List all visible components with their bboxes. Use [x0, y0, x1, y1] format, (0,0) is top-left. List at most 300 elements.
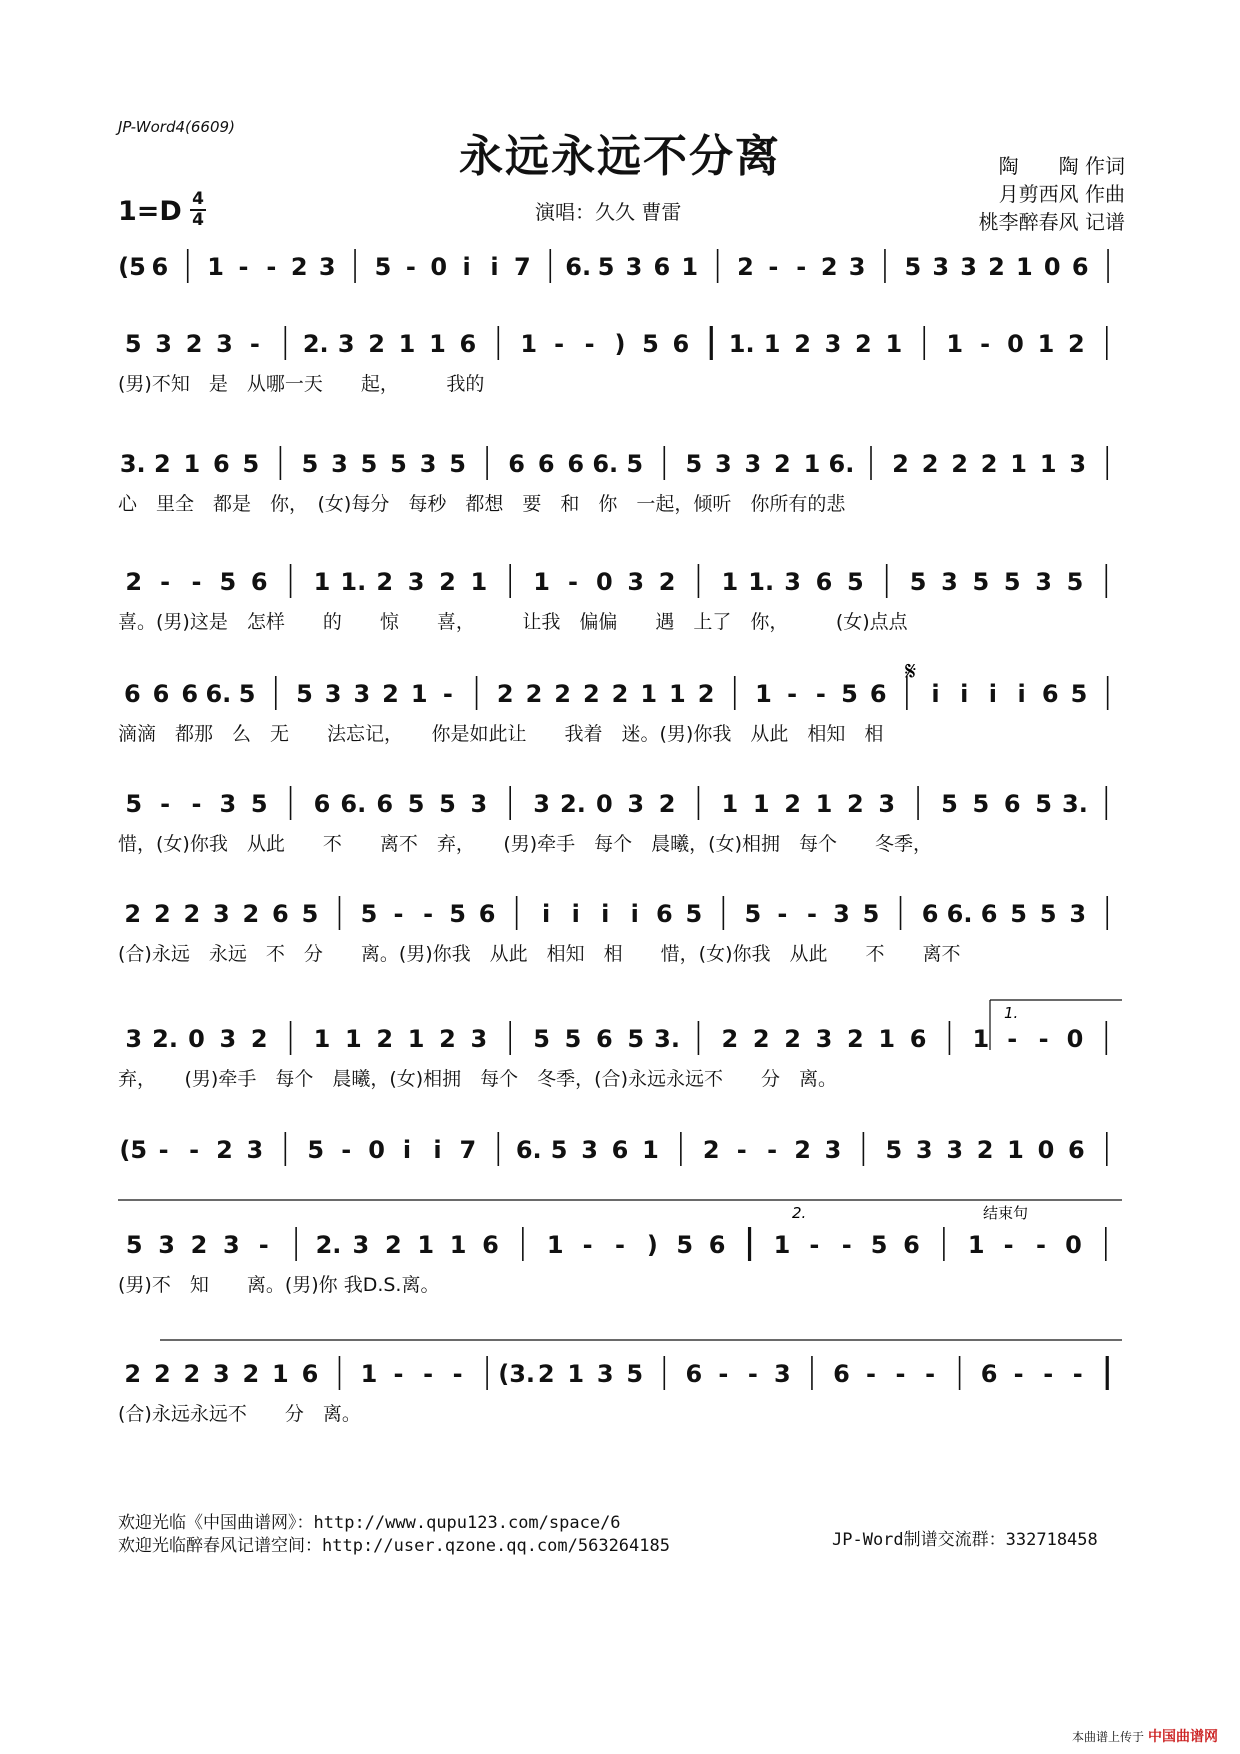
note: -: [567, 568, 578, 596]
note: 3: [715, 450, 732, 478]
note: -: [768, 253, 779, 281]
note: 5: [360, 900, 378, 928]
note: 1: [546, 1231, 564, 1259]
footer-link-1: 欢迎光临《中国曲谱网》：http://www.qupu123.com/space/6: [118, 1513, 621, 1533]
note: 2: [382, 680, 399, 708]
note: 5: [533, 1025, 550, 1053]
note: ): [614, 330, 626, 358]
note: 0: [368, 1136, 385, 1164]
song-title: 永远永远不分离: [459, 131, 781, 182]
note: 1: [567, 1360, 585, 1388]
note: 5: [909, 568, 927, 596]
note: 1: [183, 450, 201, 478]
note: 2: [846, 790, 864, 818]
note: 2: [658, 790, 676, 818]
note: i: [630, 900, 639, 928]
note: 5: [390, 450, 407, 478]
note: 3: [824, 330, 842, 358]
note: -: [841, 1231, 852, 1259]
note: 3.: [119, 450, 146, 478]
note: 6: [301, 1360, 319, 1388]
note: 5: [360, 450, 378, 478]
note: 3: [219, 1025, 237, 1053]
note: -: [393, 1360, 404, 1388]
note: 5: [862, 900, 880, 928]
note: 5: [374, 253, 392, 281]
note: 6: [152, 680, 170, 708]
note: 3: [774, 1360, 791, 1388]
note: 2: [183, 1360, 201, 1388]
note: 6: [459, 330, 477, 358]
note: 5: [642, 330, 659, 358]
note: 6: [482, 1231, 499, 1259]
note: 6: [653, 253, 671, 281]
note: -: [806, 900, 817, 928]
note: 6: [685, 1360, 703, 1388]
note: 2: [384, 1231, 402, 1259]
note: 6: [909, 1025, 927, 1053]
note: 1: [803, 450, 821, 478]
note: 0: [595, 790, 613, 818]
note: 3: [946, 1136, 964, 1164]
lyric-line: 惜，(女)你我 从此 不 离不 弃， (男)牵手 每个 晨曦，(女)相拥 每个 冬季，: [118, 833, 932, 855]
note: 3: [407, 568, 425, 596]
key-signature: 1=D: [118, 196, 182, 227]
note: 1: [344, 1025, 362, 1053]
note: 5: [550, 1136, 568, 1164]
note: 5: [597, 253, 615, 281]
note: 6: [508, 450, 525, 478]
note: -: [718, 1360, 729, 1388]
note: 3: [470, 1025, 488, 1053]
note: 6.: [205, 680, 232, 708]
note: 5: [744, 900, 762, 928]
site-logo: 中国曲谱网: [1148, 1729, 1218, 1745]
note: 1: [1010, 450, 1027, 478]
note: 2: [496, 680, 514, 708]
note: 6: [672, 330, 690, 358]
note: 5: [449, 450, 466, 478]
note: -: [249, 330, 260, 358]
note: 3: [824, 1136, 842, 1164]
note: 3: [627, 568, 645, 596]
note: 2: [855, 330, 872, 358]
note: 2.: [302, 330, 329, 358]
note: 3: [318, 253, 336, 281]
note: 5: [870, 1231, 888, 1259]
note: 5: [238, 680, 256, 708]
note: 0: [1007, 330, 1024, 358]
footer-group: JP-Word制谱交流群：332718458: [832, 1530, 1098, 1550]
note: 2: [537, 1360, 555, 1388]
note: -: [393, 900, 404, 928]
volta-2-label: 2.: [792, 1204, 807, 1222]
note: -: [189, 1136, 200, 1164]
note: 5: [407, 790, 425, 818]
note: -: [423, 900, 434, 928]
note: 1: [972, 1025, 990, 1053]
note: 3: [353, 680, 371, 708]
time-denominator: 4: [192, 210, 204, 230]
note: 2: [439, 1025, 456, 1053]
note: -: [238, 253, 249, 281]
note: 5: [941, 790, 958, 818]
note: 3: [125, 1025, 143, 1053]
note: 1: [755, 680, 772, 708]
note: 0: [430, 253, 448, 281]
note: 3: [915, 1136, 933, 1164]
note: 5: [1066, 568, 1084, 596]
note: 3: [833, 900, 850, 928]
note: 1: [640, 680, 658, 708]
note: -: [1036, 1231, 1047, 1259]
note: 1: [669, 680, 686, 708]
footer-links: [118, 1512, 670, 1558]
note: -: [554, 330, 565, 358]
note: 2: [376, 568, 394, 596]
note: 3: [848, 253, 866, 281]
note: 1: [681, 253, 699, 281]
note: 2: [153, 450, 171, 478]
note: 6: [1068, 1136, 1085, 1164]
note: 6: [313, 790, 331, 818]
note: 1: [360, 1360, 378, 1388]
note: 2: [702, 1136, 720, 1164]
note: 5: [301, 450, 319, 478]
lyric-line: (男)不 知 离。(男)你 我D.S.离。: [118, 1274, 440, 1296]
note: 5: [846, 568, 864, 596]
note: 3: [1069, 450, 1087, 478]
note: 6: [815, 568, 833, 596]
note: 1.: [748, 568, 775, 596]
note: 6.: [592, 450, 619, 478]
note: 2: [124, 900, 142, 928]
note: -: [809, 1231, 820, 1259]
note: 5: [1039, 900, 1057, 928]
note: 6.: [515, 1136, 542, 1164]
note: 5: [972, 790, 990, 818]
upload-prefix: 本曲谱上传于: [1071, 1730, 1144, 1744]
note: 2: [976, 1136, 994, 1164]
note: i: [601, 900, 610, 928]
note: (5: [119, 1136, 148, 1164]
note: -: [582, 1231, 593, 1259]
note: 5: [439, 790, 456, 818]
note: 2: [525, 680, 543, 708]
note: 2: [582, 680, 600, 708]
note: 5: [301, 900, 319, 928]
note: 5: [685, 900, 703, 928]
note: 6.: [340, 790, 367, 818]
note: 3: [627, 790, 645, 818]
note: -: [266, 253, 277, 281]
note: -: [1072, 1360, 1083, 1388]
note: 5: [1010, 900, 1027, 928]
note: 3: [960, 253, 977, 281]
note: 0: [1043, 253, 1061, 281]
note: 5: [125, 790, 143, 818]
note: 5: [219, 568, 237, 596]
note: ): [646, 1231, 658, 1259]
lyric-line: 喜。(男)这是 怎样 的 惊 喜， 让我 偏偏 遇 上了 你， (女)点点: [118, 611, 908, 633]
note: 3: [216, 330, 233, 358]
note: 3: [784, 568, 801, 596]
note: 6: [833, 1360, 850, 1388]
note: 5: [1003, 568, 1021, 596]
lyric-line: 弃， (男)牵手 每个 晨曦，(女)相拥 每个 冬季，(合)永远永远不 分 离。: [118, 1068, 837, 1090]
note: 1.: [728, 330, 755, 358]
note: 1: [763, 330, 781, 358]
note: (3.: [498, 1360, 536, 1388]
note: -: [158, 1136, 169, 1164]
note: 3: [744, 450, 762, 478]
note: -: [442, 680, 453, 708]
note: 5: [125, 1231, 143, 1259]
note: -: [258, 1231, 269, 1259]
note: 2: [784, 1025, 801, 1053]
note: -: [1007, 1025, 1018, 1053]
note: 5: [564, 1025, 582, 1053]
note: 6: [151, 253, 169, 281]
note: 2: [185, 330, 203, 358]
note: 6.: [828, 450, 855, 478]
note: 5: [685, 450, 703, 478]
note: 6: [537, 450, 555, 478]
note: 7: [514, 253, 531, 281]
note: -: [1043, 1360, 1054, 1388]
note: 1: [398, 330, 416, 358]
note: 2: [242, 900, 260, 928]
note: 2: [774, 450, 791, 478]
note: -: [160, 568, 171, 596]
note: 1: [721, 568, 739, 596]
note: i: [1017, 680, 1026, 708]
note: 5: [124, 330, 142, 358]
lyric-line: (男)不知 是 从哪一天 起， 我的: [118, 373, 485, 395]
note: -: [191, 568, 202, 596]
note: 6: [1041, 680, 1059, 708]
note: 5: [841, 680, 858, 708]
note: 3: [246, 1136, 264, 1164]
note: 2: [216, 1136, 233, 1164]
note: 0: [188, 1025, 205, 1053]
note: 1: [1016, 253, 1033, 281]
note: 5: [449, 900, 466, 928]
note: 6: [869, 680, 887, 708]
note: 2: [846, 1025, 864, 1053]
note: 6: [567, 450, 585, 478]
note: 2: [988, 253, 1005, 281]
note: 1: [470, 568, 488, 596]
note: 3: [932, 253, 950, 281]
note: 6: [272, 900, 289, 928]
note: 5: [885, 1136, 903, 1164]
note: 0: [1037, 1136, 1055, 1164]
note: 1: [1037, 330, 1055, 358]
note: 2: [737, 253, 754, 281]
note: 3: [878, 790, 896, 818]
note: 6: [921, 900, 939, 928]
lyricist-credit: 陶 陶 作词: [998, 154, 1125, 178]
note: -: [980, 330, 991, 358]
note: 1: [272, 1360, 289, 1388]
note: i: [402, 1136, 412, 1164]
note: 3: [1035, 568, 1052, 596]
note: 6: [903, 1231, 920, 1259]
note: 2: [439, 568, 456, 596]
note: 6: [595, 1025, 613, 1053]
note: 2: [190, 1231, 208, 1259]
note: -: [736, 1136, 747, 1164]
note: 2.: [152, 1025, 178, 1053]
note: 3: [533, 790, 550, 818]
note: -: [160, 790, 171, 818]
note: 6: [376, 790, 394, 818]
note: i: [433, 1136, 442, 1164]
note: 1.: [340, 568, 367, 596]
note: 2: [820, 253, 838, 281]
note: 5: [904, 253, 922, 281]
volta-1-label: 1.: [1004, 1004, 1019, 1022]
note: 2: [153, 1360, 171, 1388]
note: 0: [1065, 1231, 1082, 1259]
note: 2.: [560, 790, 586, 818]
note: 7: [459, 1136, 477, 1164]
note: 2: [183, 900, 201, 928]
note: 1: [642, 1136, 659, 1164]
note: 2: [892, 450, 909, 478]
note: 5: [250, 790, 268, 818]
note: 1: [967, 1231, 985, 1259]
note: i: [960, 680, 969, 708]
note: -: [423, 1360, 434, 1388]
note: 5: [296, 680, 313, 708]
note: 3: [470, 790, 488, 818]
note: 1: [313, 568, 331, 596]
note: 3: [596, 1360, 614, 1388]
note: 1: [1007, 1136, 1024, 1164]
note: 5: [1070, 680, 1088, 708]
lyric-line: 心 里全 都是 你， (女)每分 每秒 都想 要 和 你 一起，倾听 你所有的悲: [118, 493, 846, 515]
note: 1: [207, 253, 224, 281]
note: 3: [581, 1136, 598, 1164]
note: -: [895, 1360, 906, 1388]
note: 2: [611, 680, 629, 708]
note: 2: [921, 450, 939, 478]
note: 3: [419, 450, 437, 478]
note: 0: [595, 568, 613, 596]
note: 6.: [565, 253, 592, 281]
note: 3: [331, 450, 348, 478]
note: 5: [307, 1136, 325, 1164]
note: 6: [708, 1231, 726, 1259]
note: 1: [429, 330, 446, 358]
note: 2: [794, 1136, 811, 1164]
note: 6: [611, 1136, 629, 1164]
note: 3: [155, 330, 172, 358]
note: 5: [972, 568, 990, 596]
note: -: [191, 790, 202, 818]
note: 1: [417, 1231, 435, 1259]
note: 3: [223, 1231, 240, 1259]
note: -: [584, 330, 595, 358]
time-numerator: 4: [192, 189, 204, 209]
note: -: [925, 1360, 936, 1388]
note: (5: [118, 253, 146, 281]
note: 1: [407, 1025, 425, 1053]
segno-icon: 𝄋: [905, 657, 917, 687]
note: 1: [946, 330, 964, 358]
note: -: [747, 1360, 758, 1388]
note: 2: [290, 253, 308, 281]
transcriber-credit: 桃李醉春风 记谱: [978, 210, 1125, 234]
note: 5: [676, 1231, 694, 1259]
note: 2: [658, 568, 676, 596]
note: 5: [626, 1360, 644, 1388]
note: 1: [449, 1231, 467, 1259]
note: 1: [721, 790, 739, 818]
note: -: [615, 1231, 625, 1259]
note: 1: [773, 1231, 791, 1259]
note: 3: [158, 1231, 175, 1259]
note: 1: [533, 568, 550, 596]
note: 5: [627, 1025, 645, 1053]
note: 2: [697, 680, 715, 708]
note: -: [815, 680, 826, 708]
note: 2: [124, 1360, 142, 1388]
note: -: [767, 1136, 778, 1164]
note: 2: [125, 568, 143, 596]
note: 6: [980, 900, 998, 928]
note: 1: [520, 330, 538, 358]
note: 3: [1069, 900, 1087, 928]
note: -: [1038, 1025, 1049, 1053]
note: -: [777, 900, 788, 928]
note: 3.: [654, 1025, 680, 1053]
note: -: [787, 680, 798, 708]
note: 5: [242, 450, 260, 478]
note: 2: [242, 1360, 260, 1388]
note: 2: [1068, 330, 1085, 358]
note: i: [462, 253, 471, 281]
note: 5: [1035, 790, 1052, 818]
note: 6.: [946, 900, 973, 928]
note: 3: [815, 1025, 833, 1053]
note: i: [988, 680, 998, 708]
note: 1: [313, 1025, 331, 1053]
singer-credit: 演唱：久久 曹雷: [535, 200, 682, 224]
note: 2: [784, 790, 801, 818]
note: 3: [219, 790, 237, 818]
ending-label: 结束句: [983, 1204, 1029, 1222]
note: 6: [478, 900, 496, 928]
lyric-line: (合)永远永远不 分 离。: [118, 1403, 361, 1425]
note: 3: [213, 1360, 230, 1388]
note: i: [542, 900, 551, 928]
note: i: [931, 680, 940, 708]
note: 6: [1003, 790, 1021, 818]
note: 2: [951, 450, 968, 478]
note: 2: [376, 1025, 394, 1053]
lyric-line: (合)永远 永远 不 分 离。(男)你我 从此 相知 相 惜，(女)你我 从此 不 离不: [118, 943, 961, 965]
note: -: [405, 253, 416, 281]
note: -: [1013, 1360, 1024, 1388]
note: 1: [752, 790, 770, 818]
note: -: [452, 1360, 463, 1388]
note: 2: [554, 680, 571, 708]
note: 2: [368, 330, 385, 358]
note: 1: [815, 790, 833, 818]
